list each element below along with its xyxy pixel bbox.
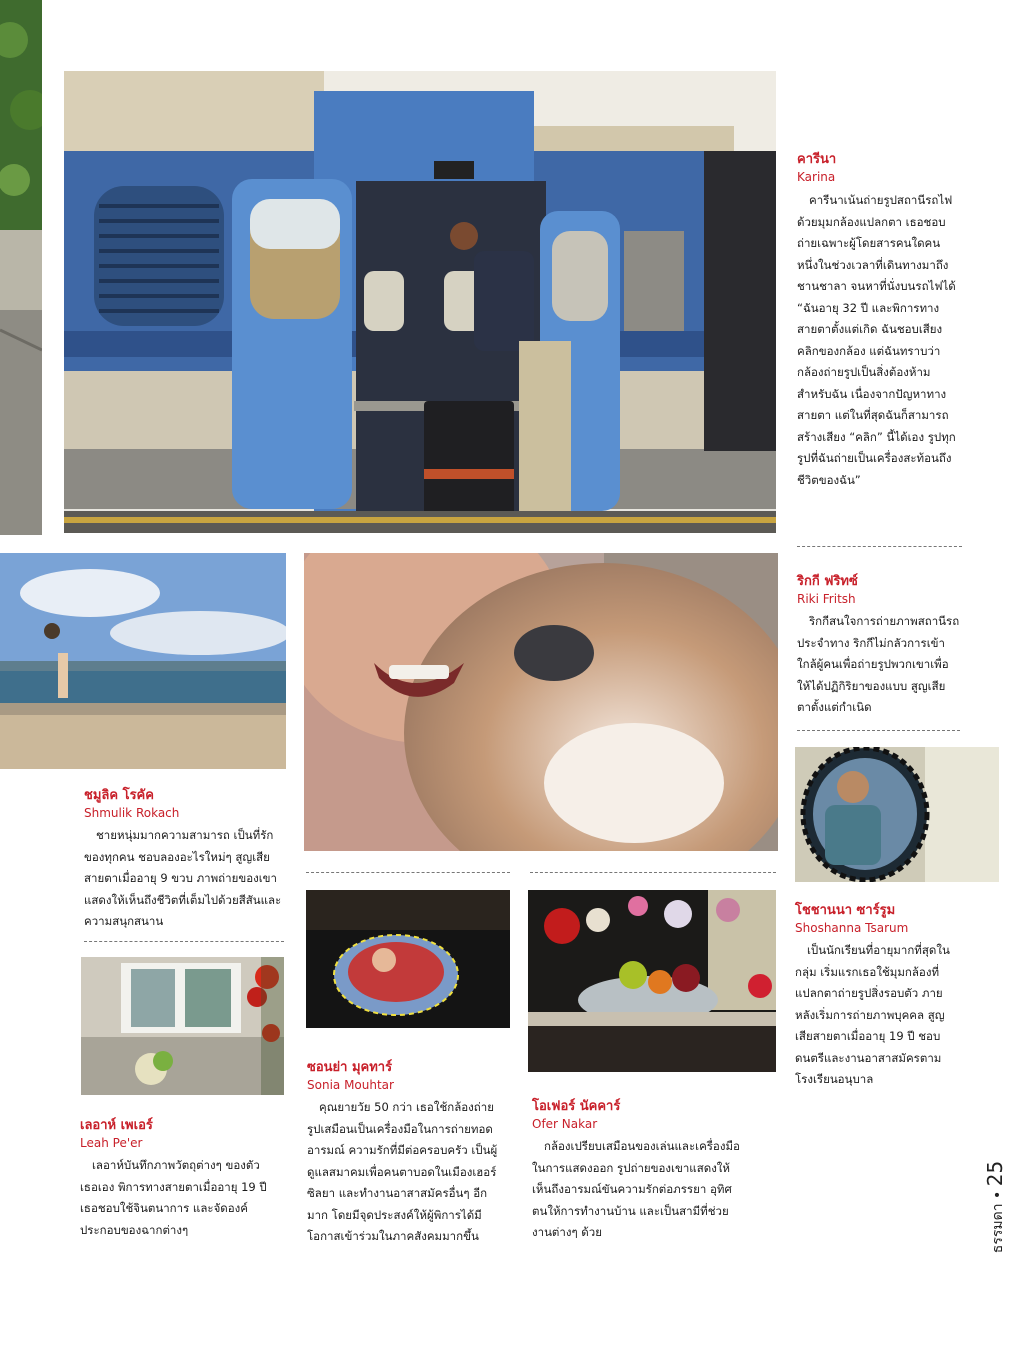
karina-description-text: คารีนาเน้นถ่ายรูปสถานีรถไฟ ด้วยมุมกล้องแปลกตา เธอชอบถ่ายเฉพาะผู้โดยสารคนใดคนหนึ่งในช่วงเวลาที่เดินทางมาถึงชานชาลา จนหาที่นั่งบนรถไฟได้ “ฉันอายุ 32 ปี และพิการทางสายตาตั้งแต่เกิด ฉันชอบเสียงคลิกของกล้อง แต่ฉันทราบว่ากล้องถ่ายรูปเป็นสิ่งต้องห้ามสำหรับฉัน เนื่องจากปัญหาทางสายตา แต่ในที่สุดฉันก็สามารถสร้างเสียง “คลิก” นี้ได้เอง รูปทุกรูปที่ฉันถ่ายเป็นเครื่องสะท้อนถึงชีวิตของฉัน” (797, 193, 956, 487)
karina-name-thai: คารีนา (797, 152, 837, 167)
leah-description-text: เลอาห์บันทึกภาพวัตถุต่างๆ ของตัวเธอเอง พิการทางสายตาเมื่ออายุ 19 ปี เธอชอบใช้จินตนาการ และจัดองค์ประกอบของฉากต่างๆ (80, 1158, 267, 1237)
sonia-description (307, 1097, 507, 1248)
sonia-description-text: คุณยายวัย 50 กว่า เธอใช้กล้องถ่ายรูปเสมือนเป็นเครื่องมือในการถ่ายทอดอารมณ์ ความรักที่มีต่อครอบครัว เป็นผู้ดูแลสมาคมเพื่อคนตาบอดในเมืองเฮอร์ซิลยา และทำงานอาสาสมัครอื่นๆ อีกมาก โดยมีจุดประสงค์ให้ผู้พิการได้มีโอกาสเข้าร่วมในภาคสังคมมากขึ้น (307, 1100, 498, 1243)
shmulik-name-thai: ชมูลิค โรคัค (84, 788, 154, 803)
photo-beach-shmulik (0, 553, 286, 769)
shmulik-description (84, 825, 284, 933)
shmulik-description-text: ชายหนุ่มมากความสามารถ เป็นที่รักของทุกคน ชอบลองอะไรใหม่ๆ สูญเสียสายตาเมื่ออายุ 9 ขวบ ภาพถ่ายของเขาแสดงให้เห็นถึงชีวิตที่เต็มไปด้วยสีสันและความสนุกสนาน (84, 828, 282, 928)
karina-description (797, 190, 957, 491)
photo-fruit-bowl-ofer (528, 890, 776, 1072)
ofer-name-thai: โอเฟอร์ นัคคาร์ (532, 1099, 621, 1114)
ofer-description-text: กล้องเปรียบเสมือนของเล่นและเครื่องมือในการแสดงออก รูปถ่ายของเขาแสดงให้เห็นถึงอารมณ์ขันความรักต่อภรรยา อุทิศตนให้การทำงานบ้าน และเป็นสามีที่ช่วยงานต่างๆ ด้วย (532, 1139, 740, 1239)
shoshanna-description (795, 940, 955, 1091)
page-footer (983, 1147, 1007, 1267)
divider-shmulik-leah (84, 941, 284, 942)
ofer-name-english: Ofer Nakar (532, 1117, 598, 1131)
shoshanna-name-thai: โชชานนา ซาร์รูม (795, 903, 896, 918)
leah-name-thai: เลอาห์ เพเอร์ (80, 1118, 153, 1133)
divider-faces-ofer (530, 872, 776, 873)
sonia-name-english: Sonia Mouhtar (307, 1078, 394, 1092)
riki-description (797, 611, 960, 719)
photo-baby-sonia (306, 890, 510, 1028)
shmulik-name-english: Shmulik Rokach (84, 806, 180, 820)
magazine-name: ธรรมดา (990, 1203, 1006, 1254)
riki-name-english: Riki Fritsh (797, 592, 856, 606)
photo-mirror-shoshanna (795, 747, 999, 882)
page-number: 25 (983, 1160, 1007, 1187)
leah-name-english: Leah Pe'er (80, 1136, 143, 1150)
leah-description (80, 1155, 270, 1241)
footer-separator: • (990, 1190, 1006, 1199)
photo-window-leah (81, 957, 284, 1095)
divider-faces-sonia (306, 872, 510, 873)
ofer-description (532, 1136, 742, 1244)
divider-karina-riki (797, 546, 962, 547)
riki-description-text: ริกกีสนใจการถ่ายภาพสถานีรถประจำทาง ริกกีไม่กลัวการเข้าใกล้ผู้คนเพื่อถ่ายรูปพวกเขาเพื่อให้ได้ปฏิกิริยาของแบบ สูญเสียตาตั้งแต่กำเนิด (797, 614, 960, 714)
divider-riki-shoshanna (797, 730, 960, 731)
photo-blurred-faces-riki (304, 553, 778, 851)
shoshanna-description-text: เป็นนักเรียนที่อายุมากที่สุดในกลุ่ม เริ่มแรกเธอใช้มุมกล้องที่แปลกตาถ่ายรูปสิ่งรอบตัว ภายหลังเริ่มการถ่ายภาพบุคคล สูญเสียสายตาเมื่ออายุ 19 ปี ชอบดนตรีและงานอาสาสมัครตามโรงเรียนอนุบาล (795, 943, 950, 1086)
riki-name-thai: ริกกี ฟริทซ์ (797, 574, 858, 589)
photo-train-karina (64, 71, 776, 533)
shoshanna-name-english: Shoshanna Tsarum (795, 921, 909, 935)
karina-name-english: Karina (797, 170, 836, 184)
sonia-name-thai: ซอนย่า มุคทาร์ (307, 1060, 393, 1075)
edge-photo-plants (0, 0, 42, 535)
